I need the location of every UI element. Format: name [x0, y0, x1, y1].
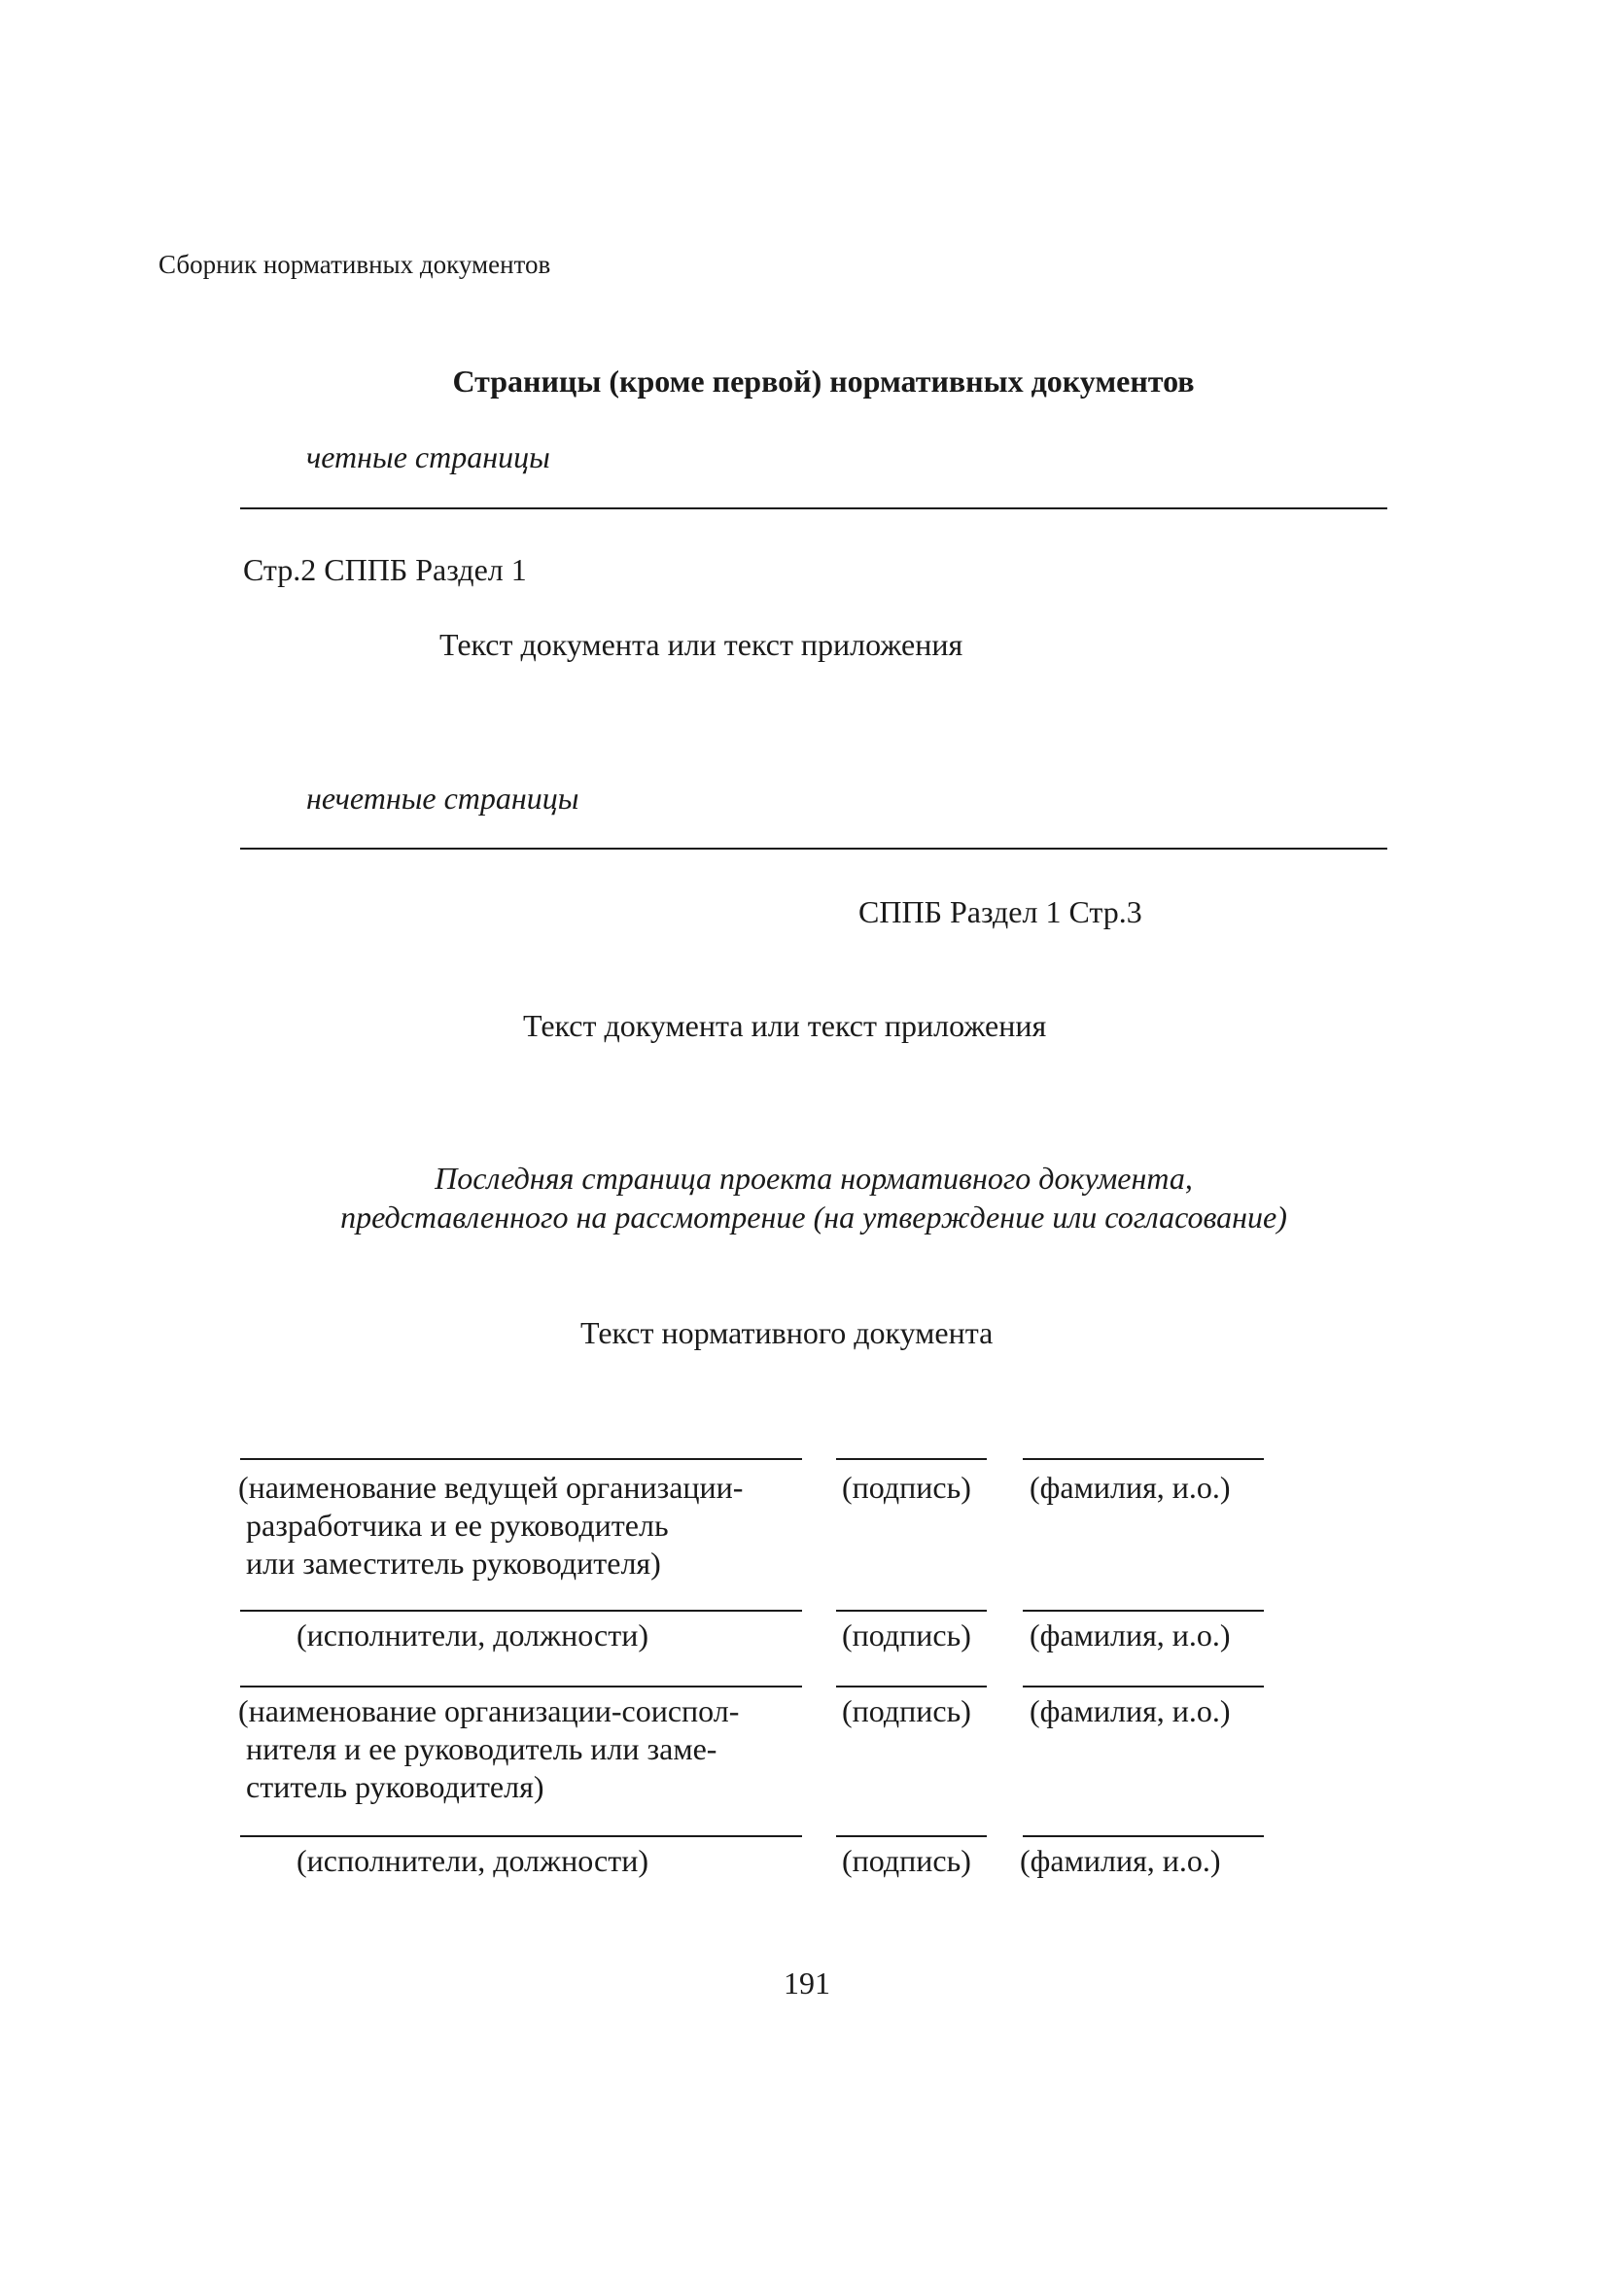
signature-caption: (подпись)	[842, 1470, 971, 1505]
role-text: (исполнители, должности)	[297, 1618, 649, 1652]
name-caption: (фамилия, и.о.)	[1020, 1843, 1221, 1878]
role-text: (исполнители, должности)	[297, 1843, 649, 1878]
odd-pages-label: нечетные страницы	[306, 781, 579, 816]
section-title: Страницы (кроме первой) нормативных документов	[452, 364, 1195, 399]
signature-caption: (подпись)	[842, 1693, 971, 1728]
last-page-caption-line2: представленного на рассмотрение (на утверждение или согласование)	[340, 1200, 1287, 1235]
signature-line	[836, 1835, 987, 1837]
even-page-body: Текст документа или текст приложения	[439, 627, 963, 662]
role-text: (наименование организации-соиспол-	[238, 1693, 740, 1728]
last-page-body: Текст нормативного документа	[580, 1315, 994, 1350]
name-line	[1023, 1610, 1264, 1612]
name-caption: (фамилия, и.о.)	[1030, 1470, 1231, 1505]
role-text: или заместитель руководителя)	[246, 1546, 661, 1581]
role-text: ститель руководителя)	[246, 1769, 544, 1804]
signature-caption: (подпись)	[842, 1618, 971, 1652]
role-text: (наименование ведущей организации-	[238, 1470, 744, 1505]
role-line	[240, 1458, 802, 1460]
page-number: 191	[784, 1966, 830, 2000]
role-line	[240, 1610, 802, 1612]
name-line	[1023, 1458, 1264, 1460]
name-line	[1023, 1835, 1264, 1837]
name-caption: (фамилия, и.о.)	[1030, 1618, 1231, 1652]
role-text: разработчика и ее руководитель	[246, 1508, 669, 1543]
signature-caption: (подпись)	[842, 1843, 971, 1878]
name-caption: (фамилия, и.о.)	[1030, 1693, 1231, 1728]
running-head: Сборник нормативных документов	[158, 250, 551, 279]
even-page-header: Стр.2 СППБ Раздел 1	[243, 552, 527, 587]
role-text: нителя и ее руководитель или заме-	[246, 1731, 717, 1766]
signature-line	[836, 1610, 987, 1612]
odd-page-body: Текст документа или текст приложения	[523, 1008, 1047, 1043]
even-pages-rule	[240, 507, 1387, 509]
role-line	[240, 1835, 802, 1837]
last-page-caption-line1: Последняя страница проекта нормативного документа,	[435, 1161, 1193, 1196]
signature-line	[836, 1686, 987, 1687]
role-line	[240, 1686, 802, 1687]
name-line	[1023, 1686, 1264, 1687]
odd-pages-rule	[240, 848, 1387, 850]
signature-line	[836, 1458, 987, 1460]
odd-page-header: СППБ Раздел 1 Стр.3	[858, 894, 1142, 929]
even-pages-label: четные страницы	[306, 439, 550, 474]
